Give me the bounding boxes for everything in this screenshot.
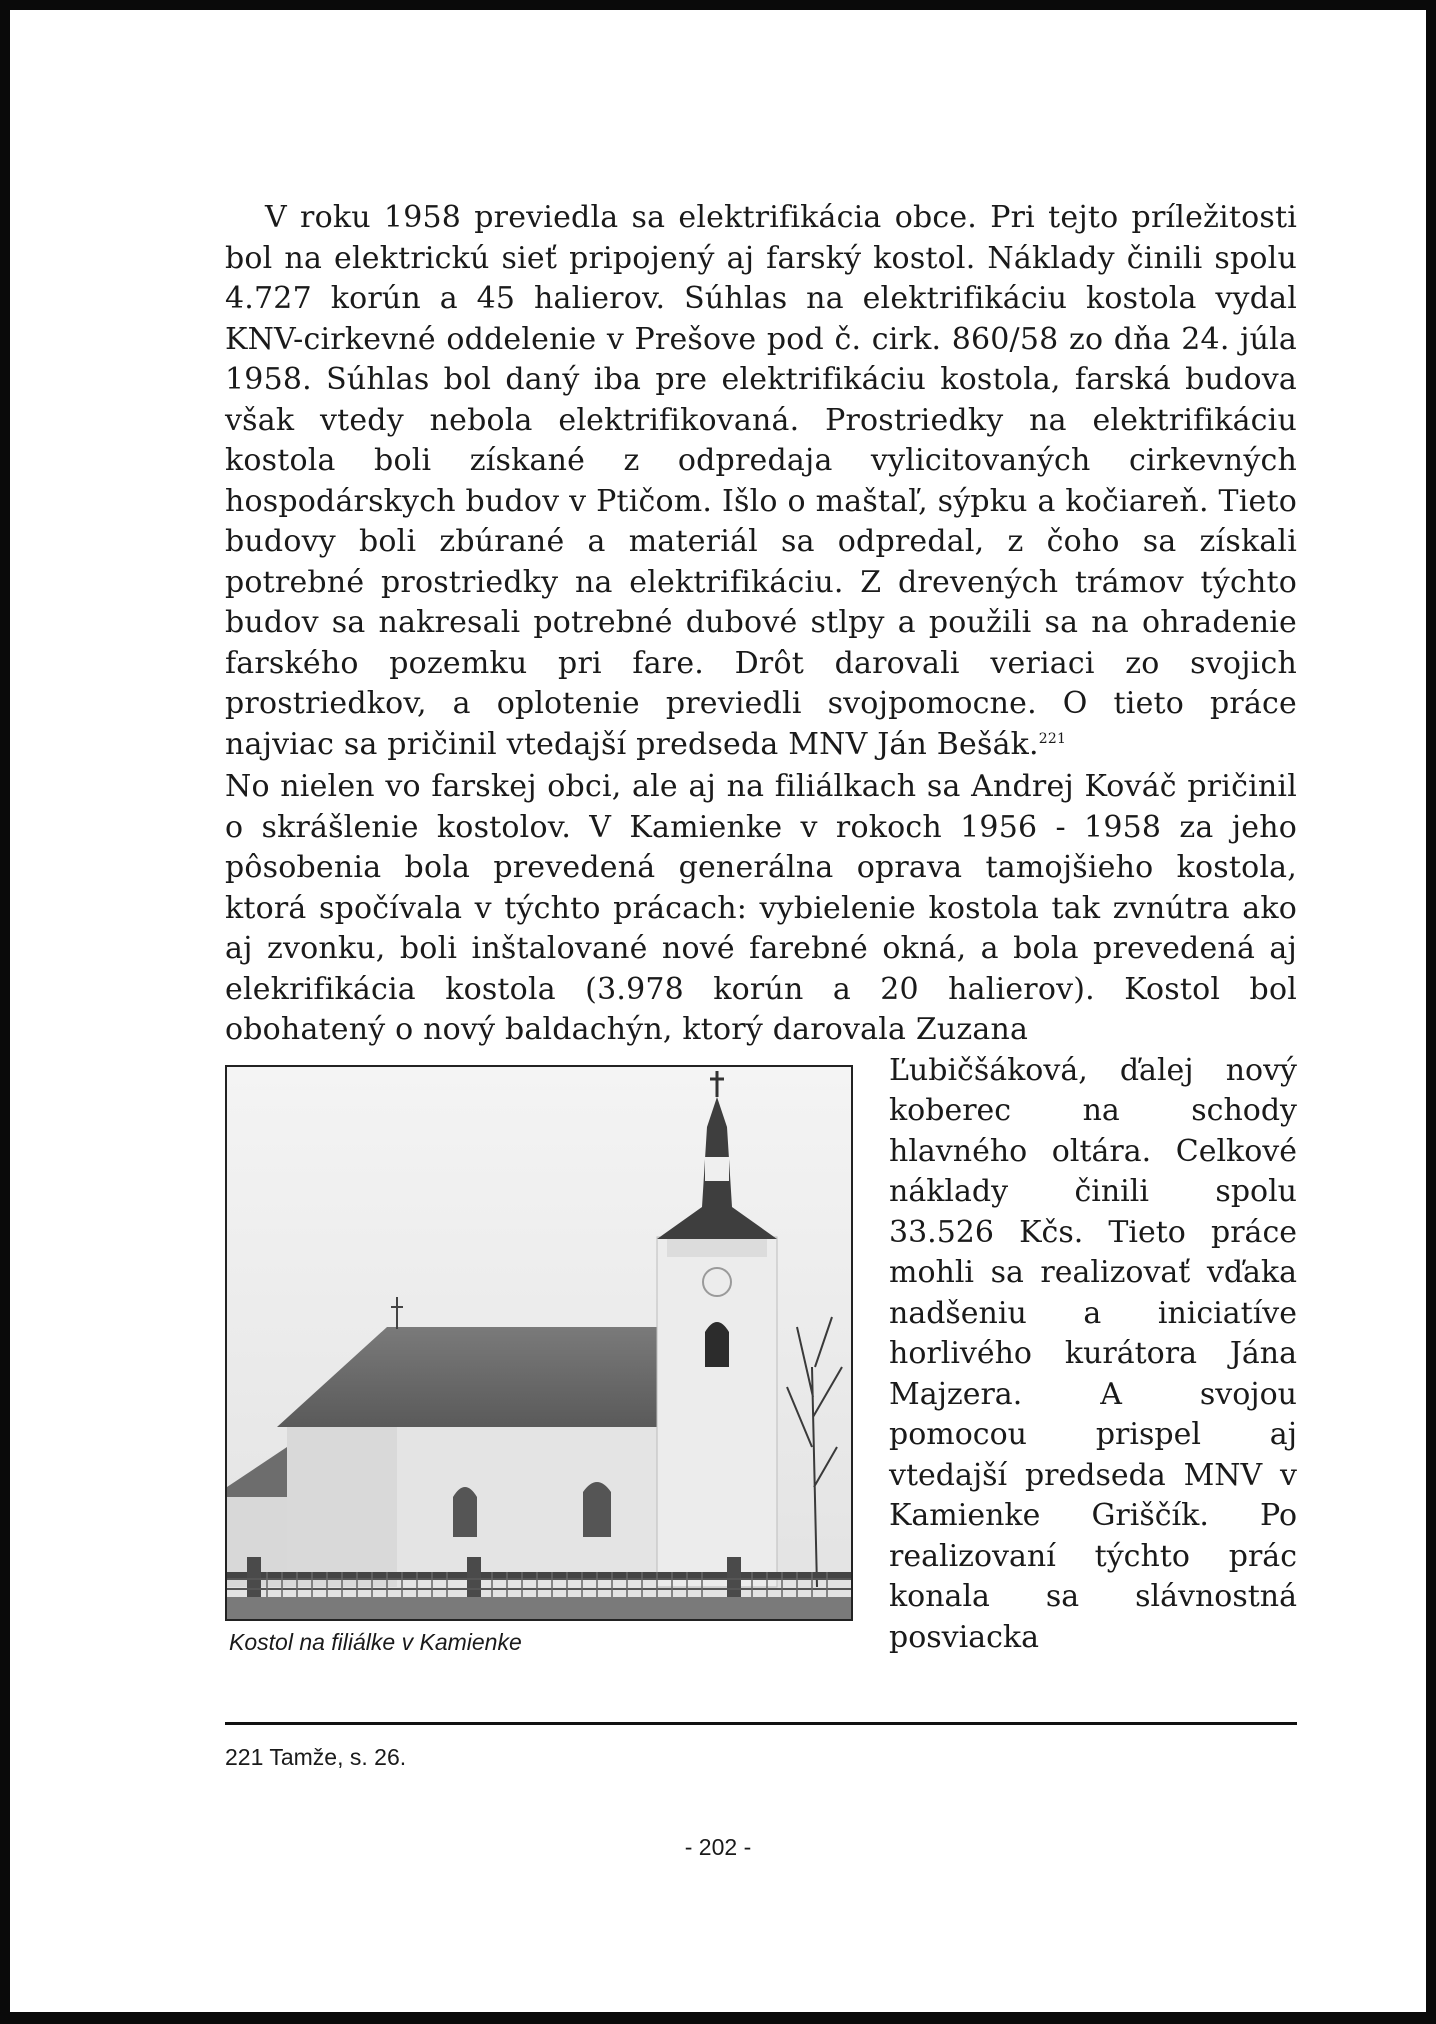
footnote: 221 Tamže, s. 26.	[225, 1744, 407, 1770]
figure	[225, 1065, 853, 1656]
church-illustration	[227, 1067, 851, 1619]
figure-with-text	[225, 1051, 1297, 1659]
paragraph-2-text: No nielen vo farskej obci, ale aj na filiálkach sa Andrej Kováč pričinil o skrášlenie kostolov. V Kamienke v rokoch 1956 - 1958 za jeho pôsobenia bola prevedená generálna oprava tamojšieho kostola, ktorá spočívala v týchto prácach: vybielenie kostola tak zvnútra ako aj zvonku, boli inštalované nové farebné okná, a bola prevedená aj elekrifikácia kostola (3.978 korún a 20 halierov). Kostol bol obohatený o nový baldachýn, ktorý darovala Zuzana	[225, 769, 1297, 1047]
page-content	[225, 198, 1297, 1658]
figure-caption: Kostol na filiálke v Kamienke	[229, 1628, 522, 1655]
paragraph-2-continuation: Ľubičšáková, ďalej nový koberec na schody hlavného oltára. Celkové náklady činili spolu 33.526 Kčs. Tieto práce mohli sa realizovať vďaka nadšeniu a iniciatíve horlivého kurátora Jána Majzera. A svojou pomocou prispel aj vtedajší predseda MNV v Kamienke Griščík. Po realizovaní týchto prác konala sa slávnostná posviacka	[889, 1052, 1297, 1655]
footnote-divider	[225, 1722, 1297, 1725]
paragraph-filialky	[225, 767, 1297, 1051]
church-photo	[225, 1065, 853, 1621]
page-number: - 202 -	[684, 1834, 752, 1860]
paragraph-electrification	[225, 198, 1297, 765]
footnote-reference: 221	[1038, 730, 1067, 747]
paragraph-1-text: V roku 1958 previedla sa elektrifikácia obce. Pri tejto príležitosti bol na elektrickú sieť pripojený aj farský kostol. Náklady činili spolu 4.727 korún a 45 halierov. Súhlas na elektrifikáciu kostola vydal KNV-cirkevné oddelenie v Prešove pod č. cirk. 860/58 zo dňa 24. júla 1958. Súhlas bol daný iba pre elektrifikáciu kostola, farská budova však vtedy nebola elektrifikovaná. Prostriedky na elektrifikáciu kostola boli získané z odpredaja vylicitovaných cirkevných hospodárskych budov v Ptičom. Išlo o maštaľ, sýpku a kočiareň. Tieto budovy boli zbúrané a materiál sa odpredal, z čoho sa získali potrebné prostriedky na elektrifikáciu. Z drevených trámov týchto budov sa nakresali potrebné dubové stlpy a použili sa na ohradenie farského pozemku pri fare. Drôt darovali veriaci zo svojich prostriedkov, a oplotenie previedli svojpomocne. O tieto práce najviac sa pričinil vtedajší predseda MNV Ján Bešák.	[225, 200, 1297, 762]
